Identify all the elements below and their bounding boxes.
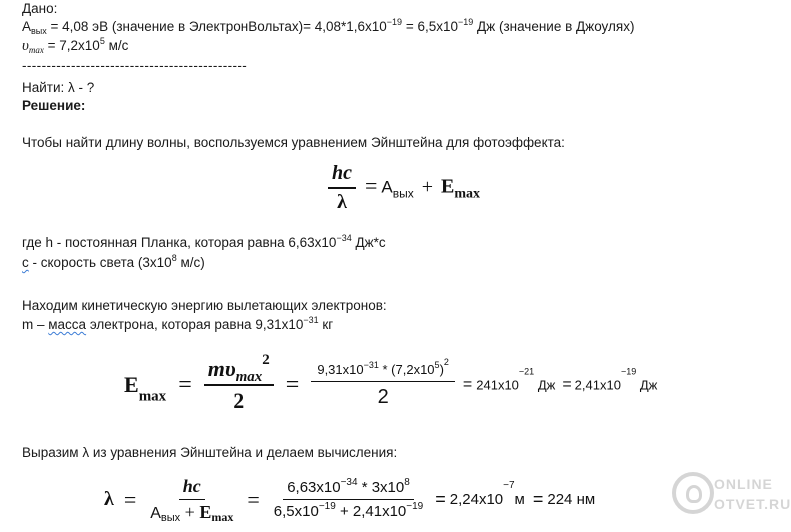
- numerator-text: * (7,2x10: [378, 361, 435, 377]
- fraction-hc-over-sum: [146, 476, 237, 523]
- watermark: [672, 468, 791, 528]
- result-text: 2,24x10: [449, 491, 504, 508]
- equals-sign: =: [365, 172, 378, 198]
- exponent: −19: [318, 501, 336, 512]
- fraction-denominator: 2: [377, 385, 389, 408]
- exponent: −34: [340, 477, 358, 488]
- numerator-text: 9,31x10: [317, 361, 364, 377]
- equals-sign: =: [247, 486, 260, 512]
- mass-line: [22, 317, 333, 333]
- planck-text: Дж*с: [351, 235, 386, 250]
- watermark-line1: ONLINE: [714, 476, 773, 492]
- numerator-exponent: 2: [262, 352, 270, 368]
- fraction-denominator: [146, 500, 237, 523]
- light-speed-text: - скорость света (3x10: [28, 255, 172, 270]
- fraction-hc-over-lambda: [328, 162, 356, 214]
- equals-sign: =: [532, 489, 544, 509]
- mass-word: масса: [48, 317, 87, 332]
- denominator-subscript: вых: [160, 512, 181, 524]
- work-function-subscript: вых: [31, 26, 47, 36]
- fraction-denominator: [270, 500, 427, 520]
- velocity-text: = 7,2x10: [43, 38, 100, 53]
- work-function-line: [22, 19, 634, 35]
- light-speed-symbol: с: [22, 255, 29, 270]
- exponent: 2: [443, 356, 449, 367]
- fraction-denominator: λ: [337, 191, 347, 213]
- exponent: −19: [386, 17, 403, 27]
- denominator-text: + 2,41x10: [335, 503, 407, 520]
- exponent: −19: [620, 366, 637, 377]
- exponent: −34: [336, 233, 352, 243]
- exponent: −19: [458, 17, 474, 27]
- result-unit: Дж: [636, 377, 658, 393]
- denominator-symbol: E: [199, 502, 212, 522]
- exponent: −21: [518, 366, 535, 377]
- numerator-text: * 3x10: [357, 479, 405, 496]
- mass-symbol: m: [22, 317, 34, 332]
- exponent: −7: [503, 480, 515, 492]
- einstein-equation: [328, 162, 480, 214]
- equals-sign: =: [462, 376, 473, 393]
- kinetic-energy-symbol: E: [124, 372, 139, 397]
- fraction-numerator: hc: [328, 162, 356, 189]
- kinetic-energy-symbol: E: [441, 175, 455, 198]
- work-function-symbol: A: [22, 19, 32, 34]
- fraction-numerator: [204, 352, 274, 386]
- kinetic-energy-subscript: max: [454, 186, 481, 202]
- velocity-symbol: υ: [22, 38, 29, 54]
- express-text: Выразим λ из уравнения Эйнштейна и делаем вычисления:: [22, 445, 398, 460]
- equals-sign: =: [285, 371, 300, 398]
- numerator-text: 6,63x10: [287, 479, 341, 496]
- numerator-subscript: max: [235, 369, 263, 385]
- result-text: 2,41x10: [574, 377, 621, 393]
- final-result: 224 нм: [547, 491, 596, 508]
- kinetic-energy-equation: [124, 352, 658, 414]
- result-unit: м: [514, 491, 525, 508]
- fraction-numeric: [311, 356, 455, 409]
- planck-line: [22, 235, 386, 251]
- numerator-text: mυ: [207, 356, 236, 381]
- kinetic-energy-subscript: max: [138, 388, 167, 405]
- planck-text: где h - постоянная Планка, которая равна 6,63x10: [22, 235, 337, 250]
- velocity-text: м/с: [104, 38, 129, 53]
- mass-text: кг: [318, 317, 334, 332]
- intro-text: Чтобы найти длину волны, воспользуемся уравнением Эйнштейна для фотоэффекта:: [22, 135, 565, 150]
- denominator-subscript: max: [211, 510, 234, 524]
- divider: ----------------------------------------------: [22, 58, 248, 73]
- fraction-numerator: [283, 479, 414, 500]
- plus-sign: +: [180, 502, 200, 522]
- velocity-subscript: max: [28, 45, 44, 55]
- result-text: 241x10: [476, 377, 519, 393]
- work-function-symbol: A: [381, 177, 393, 197]
- wavelength-equation: [104, 476, 595, 523]
- lambda-symbol: λ: [104, 488, 114, 510]
- work-function-subscript: вых: [392, 186, 414, 201]
- solution-label: Решение:: [22, 98, 86, 113]
- light-speed-line: [22, 255, 205, 271]
- work-function-text: Дж (значение в Джоулях): [473, 19, 635, 34]
- bulb-icon: [672, 472, 714, 514]
- fraction-mv2-over-2: [204, 352, 274, 414]
- equals-sign: =: [435, 489, 446, 509]
- light-speed-text: м/с): [176, 255, 205, 270]
- denominator-symbol: A: [150, 505, 161, 522]
- exponent: −19: [406, 501, 424, 512]
- fraction-numerator: [311, 356, 455, 382]
- exponent: 5: [99, 36, 105, 46]
- velocity-line: [22, 38, 128, 54]
- exponent: −31: [363, 359, 379, 370]
- fraction-numeric: [270, 479, 427, 520]
- equals-sign: =: [562, 376, 572, 393]
- denominator-text: 6,5x10: [273, 503, 319, 520]
- exponent: 8: [404, 477, 410, 488]
- fraction-numerator: hc: [179, 476, 205, 500]
- mass-text: электрона, которая равна 9,31x10: [86, 317, 304, 332]
- numerator-text: ): [439, 361, 444, 377]
- watermark-line2: OTVET.RU: [714, 496, 791, 512]
- work-function-text: = 6,5x10: [402, 19, 458, 34]
- plus-sign: +: [421, 175, 434, 198]
- given-label: Дано:: [22, 1, 58, 16]
- exponent: 5: [434, 359, 440, 370]
- exponent: −31: [303, 315, 319, 325]
- find-line: Найти: λ - ?: [22, 80, 95, 95]
- work-function-text: = 4,08 эВ (значение в ЭлектронВольтах)= 4,08*1,6x10: [46, 19, 387, 34]
- equals-sign: =: [123, 486, 137, 512]
- fraction-denominator: 2: [233, 388, 245, 413]
- exponent: 8: [171, 253, 177, 263]
- equals-sign: =: [178, 371, 192, 398]
- kinetic-text: Находим кинетическую энергию вылетающих электронов:: [22, 298, 387, 313]
- mass-text: –: [33, 317, 49, 332]
- result-unit: Дж: [534, 377, 556, 393]
